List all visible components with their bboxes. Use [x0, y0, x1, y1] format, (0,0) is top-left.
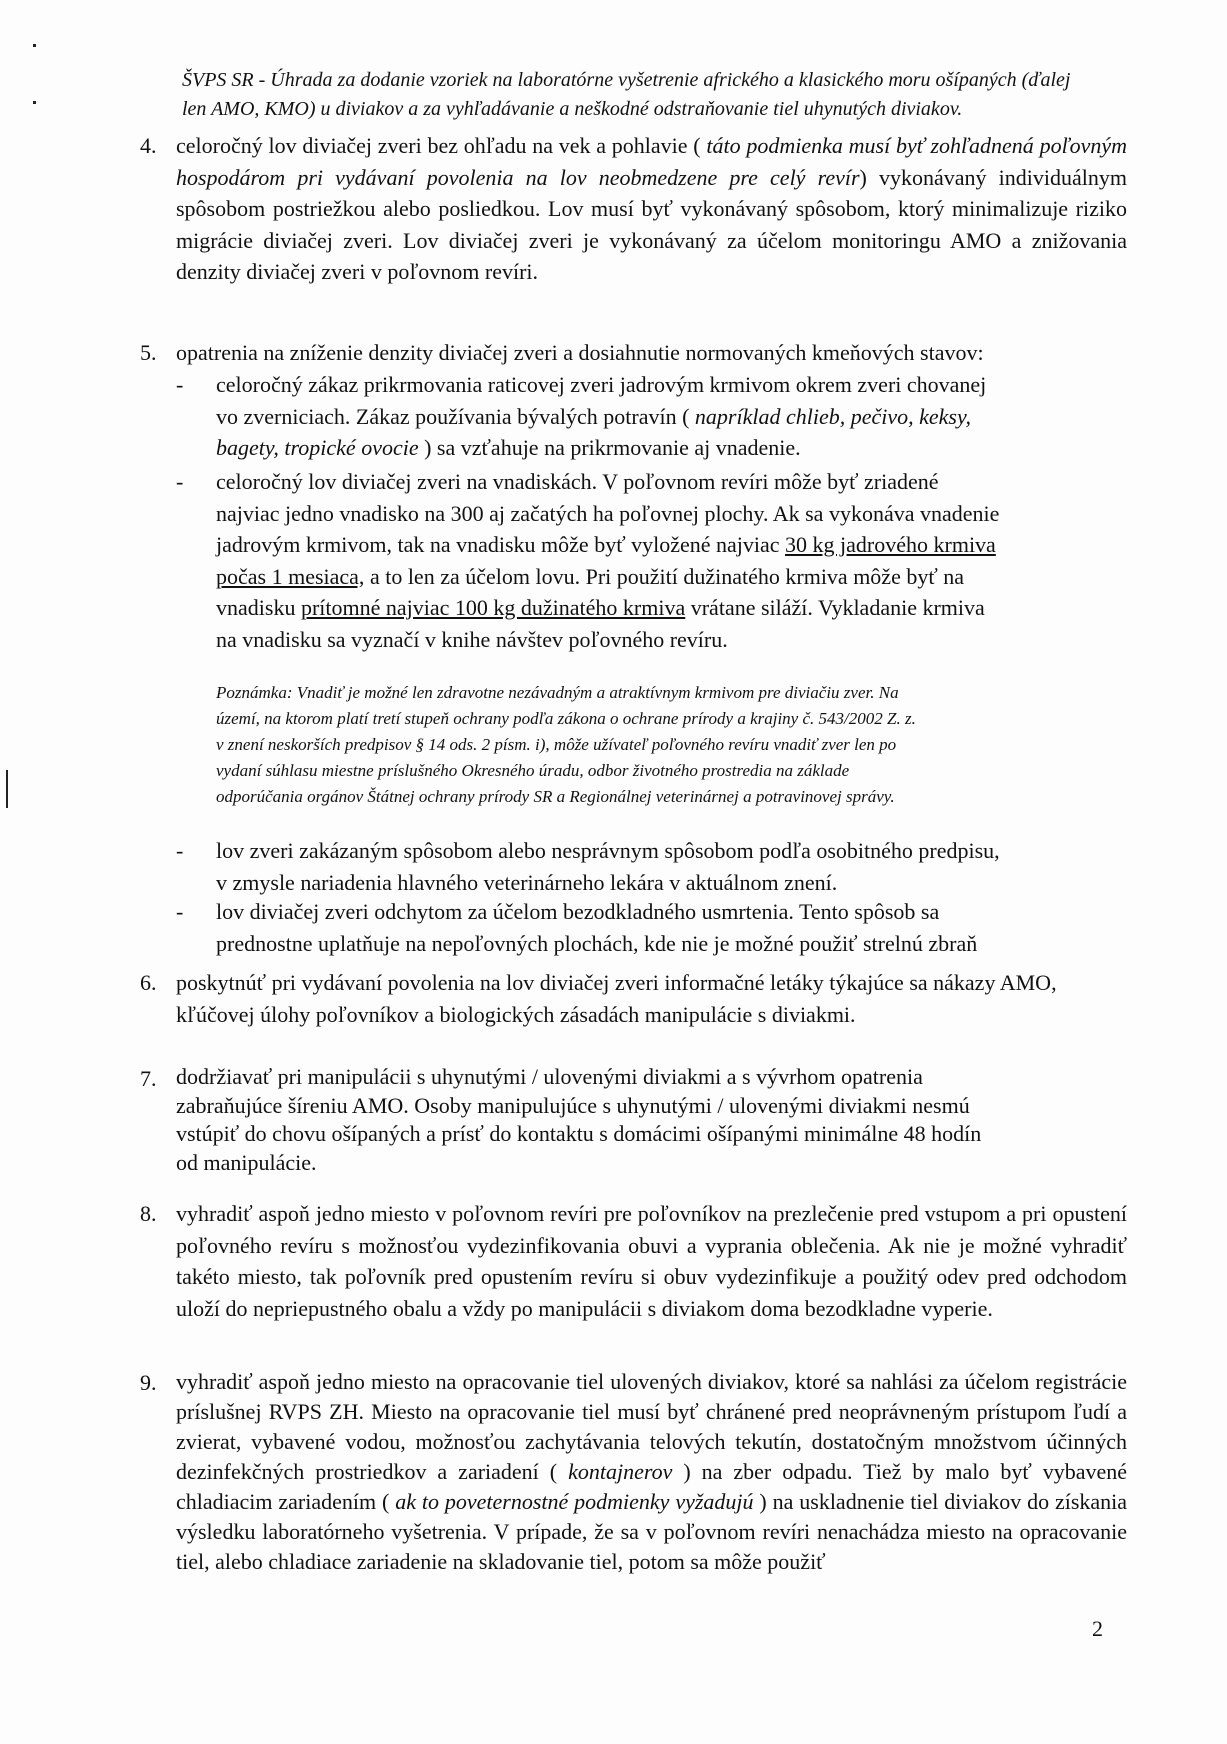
item-text: vyhradiť aspoň jedno miesto na opracovanie tiel ulovených diviakov, ktoré sa nahlási za účelom registrácie príslušnej RVPS ZH. Miesto na opracovanie tiel musí byť chránené pred neoprávneným prístupom ľudí a zvierat, vybavené vodou, možnosťou zachytávania telových tekutín, dostatočným množstvom účinných dezinfekčných prostriedkov a zariadení ( kontajnerov ) na zber odpadu. Tiež by malo byť vybavené chladiacim zariadením ( ak to poveternostné podmienky vyžadujú ) na uskladnenie tiel diviakov do získania výsledku laboratórneho vyšetrenia. V prípade, že sa v poľovnom revíri nenachádza miesto na opracovanie tiel, alebo chladiace zariadenie na skladovanie tiel, potom sa môže použiť	[176, 1369, 1128, 1574]
header-line: len AMO, KMO) u diviakov a za vyhľadávanie a neškodné odstraňovanie tiel uhynutých diviakov.	[182, 98, 963, 120]
note-block: Poznámka: Vnadiť je možné len zdravotne nezávadným a atraktívnym krmivom pre diviačiu zver. Na území, na ktorom platí tretí stupeň ochrany podľa zákona o ochrane prírody a krajiny č. 543/2002 Z. z. v znení neskorších predpisov § 14 ods. 2 písm. i), môže užívateľ poľovného revíru vnadiť zver len po vydaní súhlasu miestne príslušného Okresného úradu, odbor životného prostredia na základe odporúčania orgánov Štátnej ochrany prírody SR a Regionálnej veterinárnej a potravinovej správy.	[216, 683, 916, 806]
item-text: dodržiavať pri manipulácii s uhynutými / ulovenými diviakmi a s vývrhom opatrenia zabraňujúce šíreniu AMO. Osoby manipulujúce s uhynutými / ulovenými diviakmi nesmú vstúpiť do chovu ošípaných a prísť do kontaktu s domácimi ošípanými minimálne 48 hodín od manipulácie.	[176, 1064, 982, 1175]
item-number: 5.	[140, 340, 157, 365]
document-header	[182, 66, 1127, 124]
bullet-dash: -	[176, 838, 184, 863]
item-number: 8.	[140, 1201, 157, 1226]
header-line: ŠVPS SR - Úhrada za dodanie vzoriek na laboratórne vyšetrenie afrického a klasického moru ošípaných (ďalej	[182, 69, 1071, 91]
item-text: celoročný lov diviačej zveri bez ohľadu na vek a pohlavie ( táto podmienka musí byť zohľadnená poľovným hospodárom pri vydávaní povolenia na lov neobmedzene pre celý revír) vykonávaný individuálnym spôsobom postriežkou alebo posliedkou. Lov musí byť vykonávaný spôsobom, ktorý minimalizuje riziko migrácie diviačej zveri. Lov diviačej zveri je vykonávaný za účelom monitoringu AMO a znižovania denzity diviačej zveri v poľovnom revíri.	[176, 133, 1127, 284]
scan-mark	[6, 770, 8, 808]
bullet-dash: -	[176, 899, 184, 924]
item-text: poskytnúť pri vydávaní povolenia na lov diviačej zveri informačné letáky týkajúce sa nákazy AMO, kľúčovej úlohy poľovníkov a biologických zásadách manipulácie s diviakmi.	[176, 970, 1057, 1027]
item-text: vyhradiť aspoň jedno miesto v poľovnom revíri pre poľovníkov na prezlečenie pred vstupom a pri opustení poľovného revíru s možnosťou vydezinfikovania obuvi a vyprania oblečenia. Ak nie je možné vyhradiť takéto miesto, tak poľovník pred opustením revíru si obuv vydezinfikuje a použitý odev pred odchodom uloží do nepriepustného obalu a vždy po manipulácii s diviakom doma bezodkladne vyperie.	[176, 1201, 1127, 1321]
bullet-text: lov diviačej zveri odchytom za účelom bezodkladného usmrtenia. Tento spôsob sa prednostne uplatňuje na nepoľovných plochách, kde nie je možné použiť strelnú zbraň	[216, 899, 978, 956]
bullet-text: celoročný lov diviačej zveri na vnadiskách. V poľovnom revíri môže byť zriadené najviac jedno vnadisko na 300 aj začatých ha poľovnej plochy. Ak sa vykonáva vnadenie jadrovým krmivom, tak na vnadisku môže byť vyložené najviac 30 kg jadrového krmiva počas 1 mesiaca, a to len za účelom lovu. Pri použití dužinatého krmiva môže byť na vnadisku prítomné najviac 100 kg dužinatého krmiva vrátane siláží. Vykladanie krmiva na vnadisku sa vyznačí v knihe návštev poľovného revíru.	[216, 469, 1000, 652]
bullet-text: lov zveri zakázaným spôsobom alebo nesprávnym spôsobom podľa osobitného predpisu, v zmysle nariadenia hlavného veterinárneho lekára v aktuálnom znení.	[216, 838, 1000, 895]
bullet-dash: -	[176, 469, 184, 494]
bullet-dash: -	[176, 372, 184, 397]
item-number: 9.	[140, 1370, 157, 1395]
item-number: 4.	[140, 133, 157, 158]
item-text: opatrenia na zníženie denzity diviačej zveri a dosiahnutie normovaných kmeňových stavov:	[176, 340, 984, 365]
item-number: 7.	[140, 1066, 157, 1091]
item-number: 6.	[140, 970, 157, 995]
scan-speck	[33, 44, 36, 47]
scan-speck	[33, 101, 36, 104]
page-number: 2	[1092, 1616, 1103, 1641]
bullet-text: celoročný zákaz prikrmovania raticovej zveri jadrovým krmivom okrem zveri chovanej vo zverniciach. Zákaz používania bývalých potravín ( napríklad chlieb, pečivo, keksy, bagety, tropické ovocie ) sa vzťahuje na prikrmovanie aj vnadenie.	[216, 372, 987, 460]
